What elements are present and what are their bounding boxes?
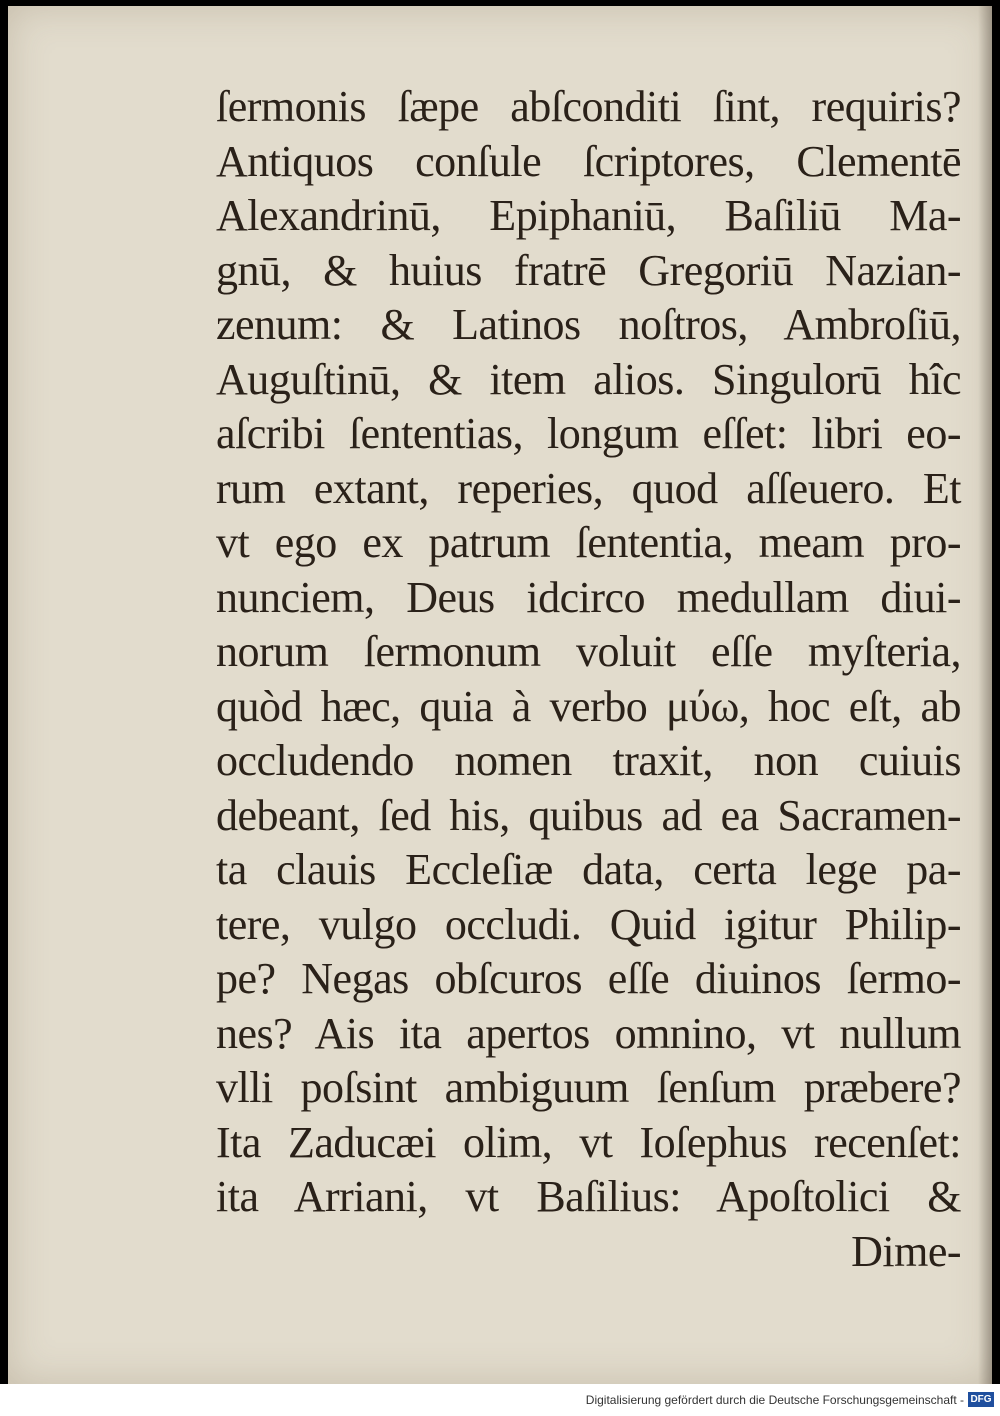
text-line: occludendo nomen traxit, non cuiuis (216, 736, 961, 785)
text-line: tere, vulgo occludi. Quid igitur Philip- (216, 899, 961, 949)
text-line: Antiquos conſule ſcriptores, Clementē (216, 136, 961, 186)
text-line: Ita Zaducæi olim, vt Ioſephus recenſet: (216, 1117, 961, 1167)
digitization-footer (0, 1384, 1000, 1416)
text-line: ita Arriani, vt Baſilius: Apoſtolici & (216, 1172, 961, 1221)
footer-credit-text: Digitalisierung gefördert durch die Deutsche Forschungsgemeinschaft - (585, 1393, 964, 1407)
text-line: nunciem, Deus idcirco medullam diui- (216, 572, 961, 622)
text-line: rum extant, reperies, quod aſſeuero. Et (216, 463, 961, 513)
text-line: norum ſermonum voluit eſſe myſteria, (216, 627, 961, 676)
text-line: quòd hæc, quia à verbo μύω, hoc eſt, ab (216, 681, 961, 731)
text-line: pe? Negas obſcuros eſſe diuinos ſermo- (216, 954, 961, 1003)
text-line: aſcribi ſententias, longum eſſet: libri eo- (216, 409, 961, 458)
text-line: vlli poſsint ambiguum ſenſum præbere? (216, 1063, 961, 1112)
text-line: ſermonis ſæpe abſconditi ſint, requiris? (216, 82, 961, 131)
dfg-logo: DFG (968, 1392, 994, 1407)
page-edge-shadow (978, 6, 992, 1384)
text-line: Alexandrinū, Epiphaniū, Baſiliū Ma- (216, 191, 961, 240)
text-line: debeant, ſed his, quibus ad ea Sacramen- (216, 790, 961, 840)
text-line: vt ego ex patrum ſententia, meam pro- (216, 518, 961, 567)
book-page (8, 6, 992, 1384)
text-line: Auguſtinū, & item alios. Singulorū hîc (216, 354, 961, 404)
text-line: nes? Ais ita apertos omnino, vt nullum (216, 1008, 961, 1058)
body-text (216, 80, 961, 1279)
text-line: gnū, & huius fratrē Gregoriū Nazian- (216, 245, 961, 295)
catchword: Dime- (851, 1226, 961, 1276)
text-line: zenum: & Latinos noſtros, Ambroſiū, (216, 300, 961, 349)
text-line: ta clauis Eccleſiæ data, certa lege pa- (216, 845, 961, 894)
